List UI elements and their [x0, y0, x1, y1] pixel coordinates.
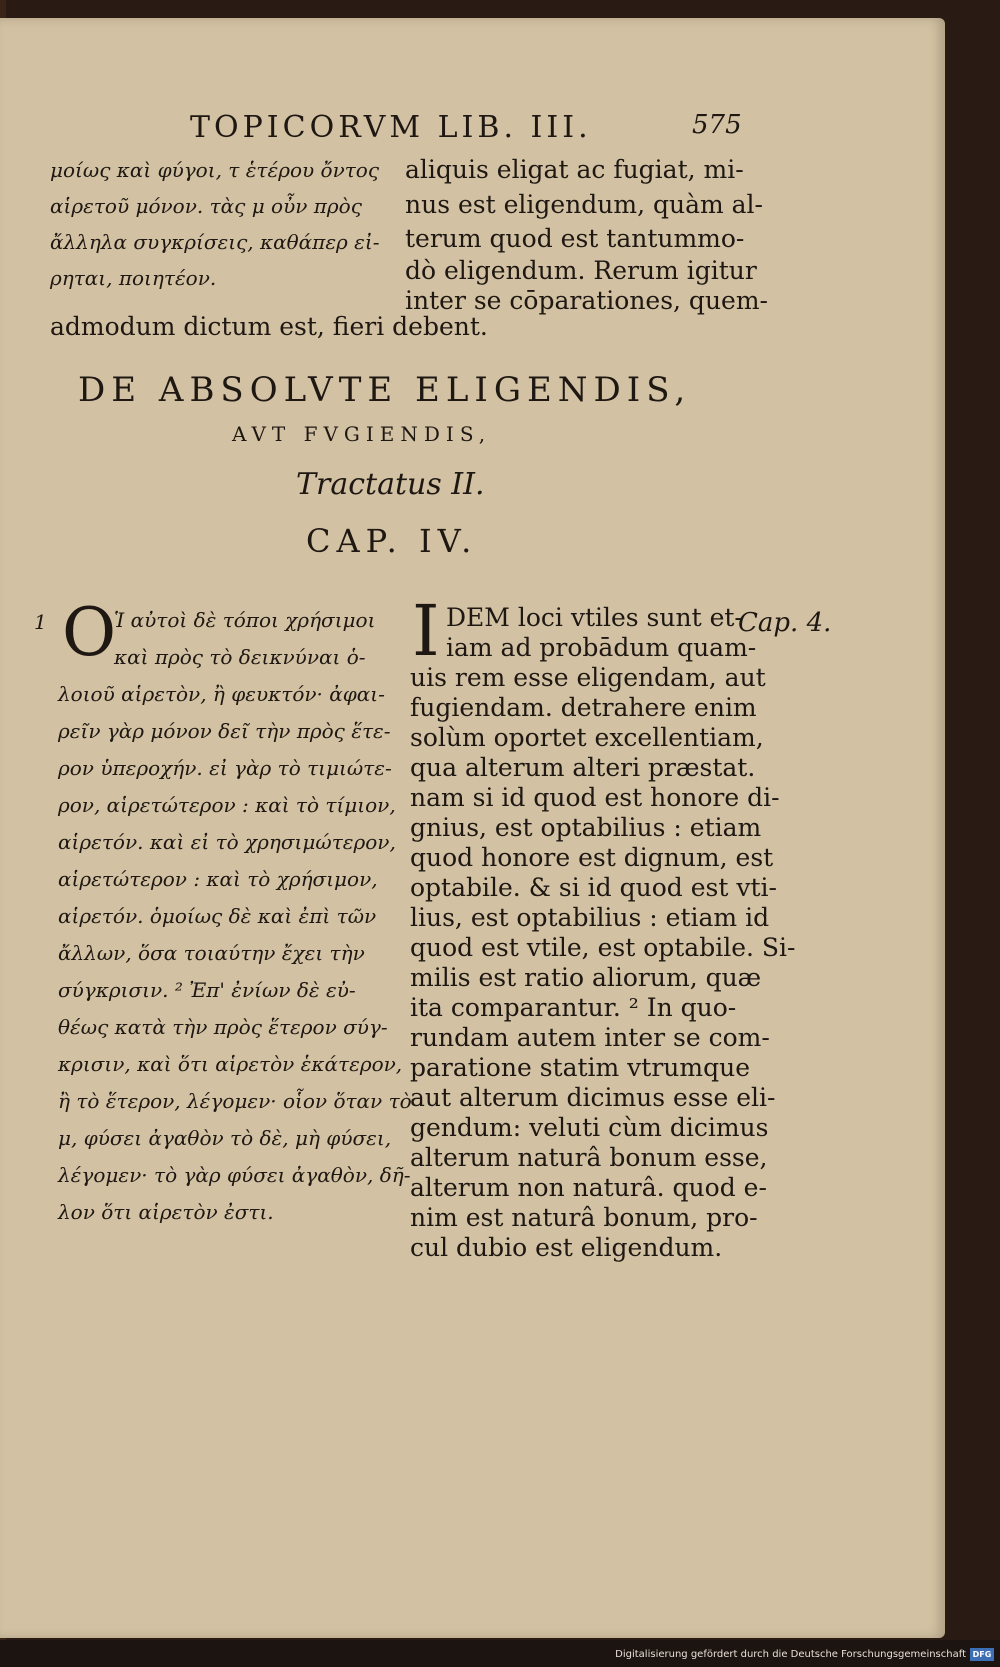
margin-note-left: 1: [34, 610, 47, 634]
latin-line-9: quod honore est dignum, est: [410, 843, 774, 872]
section-heading: DE ABSOLVTE ELIGENDIS,: [78, 370, 692, 410]
latin-line-8: gnius, est optabilius : etiam: [410, 813, 762, 842]
latin-line-18: gendum: veluti cùm dicimus: [410, 1113, 769, 1142]
greek-line-2: καὶ πρὸς τὸ δεικνύναι ὁ-: [114, 645, 366, 669]
latin-line-6: qua alterum alteri præstat.: [410, 753, 756, 782]
greek-line-3: λοιοῦ αἱρετὸν, ἢ φευκτόν· ἀφαι-: [58, 682, 385, 706]
tractatus-heading: Tractatus II.: [296, 467, 485, 502]
top-latin-line-6: admodum dictum est, fieri debent.: [50, 312, 488, 341]
greek-line-16: λέγομεν· τὸ γὰρ φύσει ἀγαθὸν, δῆ-: [58, 1163, 411, 1187]
latin-line-13: milis est ratio aliorum, quæ: [410, 963, 762, 992]
greek-line-15: μ, φύσει ἀγαθὸν τὸ δὲ, μὴ φύσει,: [58, 1126, 392, 1150]
top-latin-line-4: dò eligendum. Rerum igitur: [405, 256, 757, 285]
greek-line-5: ρον ὑπεροχήν. εἰ γὰρ τὸ τιμιώτε-: [58, 756, 392, 780]
top-greek-line-4: ρηται, ποιητέον.: [50, 266, 217, 290]
latin-line-11: lius, est optabilius : etiam id: [410, 903, 770, 932]
latin-line-4: fugiendam. detrahere enim: [410, 693, 757, 722]
greek-line-1: Ἱ αὐτοὶ δὲ τόποι χρήσιμοι: [114, 608, 376, 632]
margin-note-chapter: Cap. 4.: [738, 608, 832, 638]
latin-line-14: ita comparantur. ² In quo-: [410, 993, 737, 1022]
latin-line-10: optabile. & si id quod est vti-: [410, 873, 777, 902]
top-greek-line-3: ἄλληλα συγκρίσεις, καθάπερ εἰ-: [50, 230, 380, 254]
greek-line-11: σύγκρισιν. ² Ἐπ' ἐνίων δὲ εὐ-: [58, 978, 356, 1002]
top-greek-line-2: αἱρετοῦ μόνον. τὰς μ οὖν πρὸς: [50, 194, 362, 218]
greek-line-7: αἱρετόν. καὶ εἰ τὸ χρησιμώτερον,: [58, 830, 396, 854]
top-latin-line-2: nus est eligendum, quàm al-: [405, 190, 763, 219]
latin-line-19: alterum naturâ bonum esse,: [410, 1143, 768, 1172]
latin-line-5: solùm oportet excellentiam,: [410, 723, 764, 752]
top-latin-line-1: aliquis eligat ac fugiat, mi-: [405, 155, 744, 184]
greek-line-14: ἢ τὸ ἕτερον, λέγομεν· οἷον ὅταν τὸ: [58, 1089, 412, 1113]
section-subheading: AVT FVGIENDIS,: [232, 422, 492, 446]
page-number: 575: [692, 110, 742, 140]
latin-line-12: quod est vtile, est optabile. Si-: [410, 933, 796, 962]
greek-drop-cap: O: [62, 594, 117, 671]
latin-line-22: cul dubio est eligendum.: [410, 1233, 723, 1262]
greek-line-9: αἱρετόν. ὁμοίως δὲ καὶ ἐπὶ τῶν: [58, 904, 377, 928]
chapter-heading: CAP. IV.: [306, 522, 478, 560]
running-head: TOPICORVM LIB. III.: [190, 110, 592, 145]
greek-line-6: ρον, αἱρετώτερον : καὶ τὸ τίμιον,: [58, 793, 396, 817]
latin-line-3: uis rem esse eligendam, aut: [410, 663, 766, 692]
top-greek-line-1: μοίως καὶ φύγοι, τ ἑτέρου ὄντος: [50, 158, 380, 182]
greek-line-17: λον ὅτι αἱρετὸν ἐστι.: [58, 1200, 274, 1224]
latin-line-1: DEM loci vtiles sunt et-: [446, 603, 743, 632]
dfg-logo: DFG: [970, 1648, 994, 1661]
latin-line-7: nam si id quod est honore di-: [410, 783, 780, 812]
latin-line-20: alterum non naturâ. quod e-: [410, 1173, 767, 1202]
greek-line-12: θέως κατὰ τὴν πρὸς ἕτερον σύγ-: [58, 1015, 388, 1039]
latin-line-21: nim est naturâ bonum, pro-: [410, 1203, 758, 1232]
latin-line-16: paratione statim vtrumque: [410, 1053, 751, 1082]
greek-line-10: ἄλλων, ὅσα τοιαύτην ἔχει τὴν: [58, 941, 365, 965]
latin-drop-cap: I: [412, 590, 440, 672]
greek-line-13: κρισιν, καὶ ὅτι αἱρετὸν ἑκάτερον,: [58, 1052, 403, 1076]
latin-line-17: aut alterum dicimus esse eli-: [410, 1083, 776, 1112]
top-latin-line-5: inter se cōparationes, quem-: [405, 286, 768, 315]
latin-line-15: rundam autem inter se com-: [410, 1023, 770, 1052]
latin-line-2: iam ad probādum quam-: [446, 633, 757, 662]
footer-credit: Digitalisierung gefördert durch die Deutsche Forschungsgemeinschaft: [615, 1649, 966, 1660]
top-latin-line-3: terum quod est tantummo-: [405, 224, 745, 253]
greek-line-8: αἱρετώτερον : καὶ τὸ χρήσιμον,: [58, 867, 378, 891]
greek-line-4: ρεῖν γὰρ μόνον δεῖ τὴν πρὸς ἕτε-: [58, 719, 391, 743]
